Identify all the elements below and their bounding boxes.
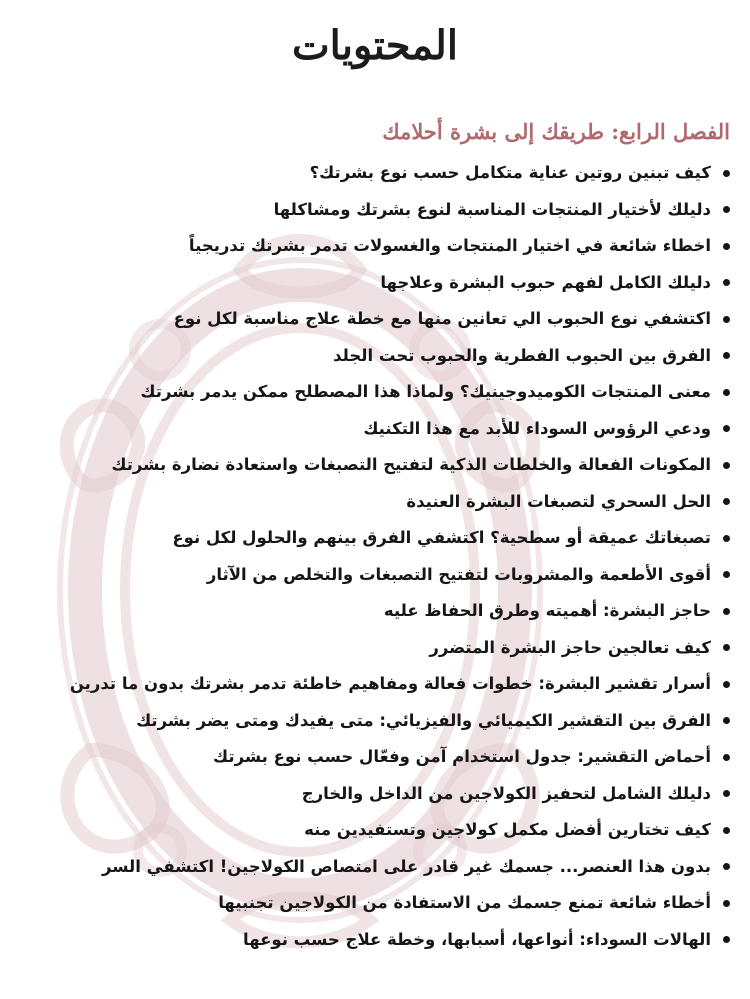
- toc-item: [30, 374, 730, 411]
- toc-item: [30, 849, 730, 886]
- toc-item-text: معنى المنتجات الكوميدوجينيك؟ ولماذا هذا المصطلح ممكن يدمر بشرتك: [140, 382, 711, 401]
- toc-item: [30, 301, 730, 338]
- toc-item: [30, 447, 730, 484]
- toc-item-text: تصبغاتك عميقة أو سطحية؟ اكتشفي الفرق بينهم والحلول لكل نوع: [172, 528, 711, 547]
- toc-item: [30, 338, 730, 375]
- page-title: المحتويات: [292, 22, 458, 69]
- bullet-dot-icon: [723, 206, 730, 213]
- toc-item-text: أسرار تقشير البشرة: خطوات فعالة ومفاهيم خاطئة تدمر بشرتك بدون ما تدرين: [69, 674, 711, 693]
- toc-item-text: الفرق بين التقشير الكيميائي والفيزيائي: متى يفيدك ومتى يضر بشرتك: [136, 710, 711, 730]
- bullet-dot-icon: [723, 535, 730, 542]
- toc-item-text: ودعي الرؤوس السوداء للأبد مع هذا التكنيك: [363, 418, 711, 438]
- toc-item: [30, 265, 730, 302]
- toc-item-text: كيف تعالجين حاجز البشرة المتضرر: [429, 637, 711, 657]
- toc-item-text: الحل السحري لتصبغات البشرة العنيدة: [406, 491, 711, 511]
- bullet-dot-icon: [723, 608, 730, 615]
- toc-item: [30, 228, 730, 265]
- toc-item: [30, 520, 730, 557]
- bullet-dot-icon: [723, 462, 730, 469]
- toc-item-text: اخطاء شائعة في اختيار المنتجات والغسولات تدمر بشرتك تدريجياً: [188, 236, 711, 255]
- toc-item-text: دليلك الكامل لفهم حبوب البشرة وعلاجها: [380, 272, 711, 292]
- toc-item: [30, 557, 730, 594]
- bullet-dot-icon: [723, 644, 730, 651]
- toc-item: [30, 192, 730, 229]
- bullet-dot-icon: [723, 498, 730, 505]
- toc-item: [30, 411, 730, 448]
- toc-item-text: بدون هذا العنصر... جسمك غير قادر على امتصاص الكولاجين! اكتشفي السر: [102, 856, 711, 876]
- toc-item-text: دليلك لأختيار المنتجات المناسبة لنوع بشرتك ومشاكلها: [273, 199, 711, 219]
- bullet-dot-icon: [723, 754, 730, 761]
- toc-item-text: كيف تختارين أفضل مكمل كولاجين وتستفيدين منه: [304, 820, 711, 839]
- toc-item: [30, 776, 730, 813]
- toc-item-text: الهالات السوداء: أنواعها، أسبابها، وخطة علاج حسب نوعها: [243, 929, 711, 949]
- toc-item: [30, 630, 730, 667]
- toc-item: [30, 666, 730, 703]
- toc-list: [30, 155, 730, 958]
- bullet-dot-icon: [723, 900, 730, 907]
- bullet-dot-icon: [723, 316, 730, 323]
- toc-item-text: كيف تبنين روتين عناية متكامل حسب نوع بشرتك؟: [309, 163, 711, 182]
- bullet-dot-icon: [723, 352, 730, 359]
- toc-item: [30, 922, 730, 959]
- bullet-dot-icon: [723, 243, 730, 250]
- bullet-dot-icon: [723, 170, 730, 177]
- toc-item-text: حاجز البشرة: أهميته وطرق الحفاظ عليه: [383, 601, 711, 620]
- toc-item: [30, 703, 730, 740]
- toc-item-text: أحماض التقشير: جدول استخدام آمن وفعّال حسب نوع بشرتك: [213, 747, 711, 766]
- chapter-heading: الفصل الرابع: طريقك إلى بشرة أحلامك: [382, 119, 730, 144]
- bullet-dot-icon: [723, 425, 730, 432]
- toc-item-text: اكتشفي نوع الحبوب الي تعانين منها مع خطة علاج مناسبة لكل نوع: [173, 309, 711, 328]
- toc-item-text: دليلك الشامل لتحفيز الكولاجين من الداخل والخارج: [301, 783, 711, 803]
- bullet-dot-icon: [723, 790, 730, 797]
- toc-item: [30, 812, 730, 849]
- bullet-dot-icon: [723, 863, 730, 870]
- toc-item: [30, 885, 730, 922]
- bullet-dot-icon: [723, 571, 730, 578]
- toc-item-text: الفرق بين الحبوب الفطرية والحبوب تحت الجلد: [333, 345, 711, 365]
- toc-item: [30, 155, 730, 192]
- bullet-dot-icon: [723, 936, 730, 943]
- bullet-dot-icon: [723, 279, 730, 286]
- bullet-dot-icon: [723, 717, 730, 724]
- bullet-dot-icon: [723, 389, 730, 396]
- bullet-dot-icon: [723, 681, 730, 688]
- toc-item-text: أقوى الأطعمة والمشروبات لتفتيح التصبغات والتخلص من الآثار: [206, 564, 711, 584]
- bullet-dot-icon: [723, 827, 730, 834]
- toc-item-text: أخطاء شائعة تمنع جسمك من الاستفادة من الكولاجين تجنبيها: [218, 893, 711, 912]
- toc-item: [30, 739, 730, 776]
- toc-item: [30, 593, 730, 630]
- toc-item-text: المكونات الفعالة والخلطات الذكية لتفتيح التصبغات واستعادة نضارة بشرتك: [111, 455, 711, 474]
- toc-item: [30, 484, 730, 521]
